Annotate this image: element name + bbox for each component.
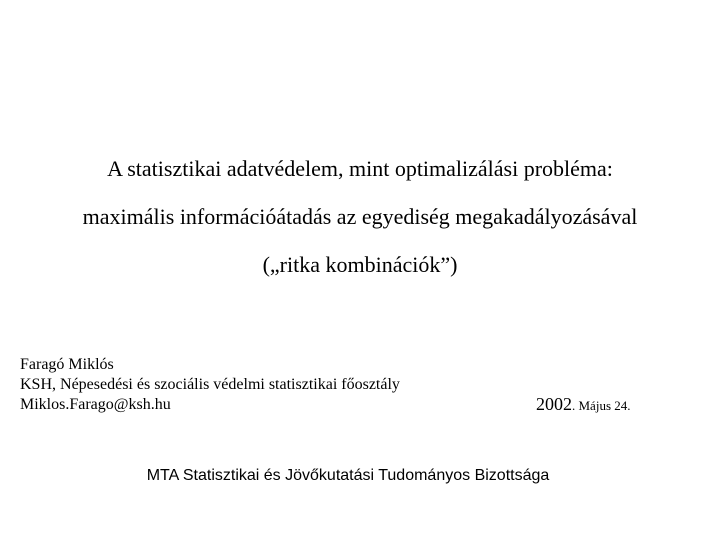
date-year: 2002 (536, 394, 572, 414)
author-affiliation: KSH, Népesedési és szociális védelmi statisztikai főosztály (20, 376, 400, 393)
presentation-date (536, 394, 631, 415)
author-info (20, 355, 400, 415)
date-day: . Május 24. (572, 398, 631, 413)
title-line-1: A statisztikai adatvédelem, mint optimalizálási probléma: (107, 156, 613, 181)
title-line-2: maximális információátadás az egyediség megakadályozásával (82, 204, 638, 229)
title-line-3: („ritka kombinációk”) (262, 252, 458, 277)
author-name: Faragó Miklós (20, 356, 114, 373)
presentation-title (0, 150, 720, 294)
author-email: Miklos.Farago@ksh.hu (20, 396, 171, 413)
committee-name: MTA Statisztikai és Jövőkutatási Tudományos Bizottsága (146, 467, 550, 484)
